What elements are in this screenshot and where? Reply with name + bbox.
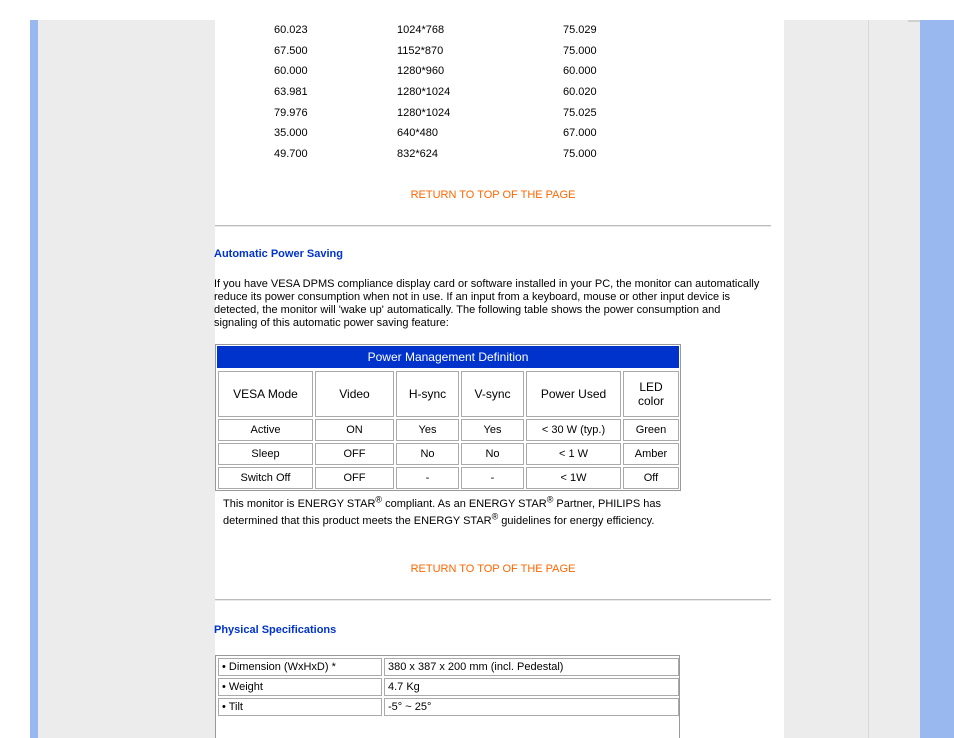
right-frame-bar bbox=[920, 20, 954, 738]
table-cell: OFF bbox=[315, 443, 394, 465]
right-margin-panel-2 bbox=[868, 20, 921, 738]
table-cell: Active bbox=[218, 419, 313, 441]
section-heading-physical: Physical Specifications bbox=[214, 624, 337, 636]
table-cell: Switch Off bbox=[218, 467, 313, 489]
left-margin-panel bbox=[38, 20, 215, 738]
table-cell: < 1 W bbox=[526, 443, 621, 465]
spec-value: 380 x 387 x 200 mm (incl. Pedestal) bbox=[384, 658, 679, 676]
resolution: 1024*768 bbox=[397, 24, 445, 36]
power-saving-paragraph: If you have VESA DPMS compliance display card or software installed in your PC, the monitor can automatically reduce its power consumption when not in use. If an input from a keyboard, mouse or other input device is detected, the monitor will 'wake up' automatically. The following table shows the power consumption and signaling of this automatic power saving feature: bbox=[214, 278, 760, 329]
h-freq: 60.000 bbox=[274, 65, 308, 78]
document-content bbox=[215, 0, 784, 738]
timing-table bbox=[215, 20, 784, 165]
table-row bbox=[215, 144, 784, 165]
left-frame-bar bbox=[30, 20, 38, 738]
header-cell: LED color bbox=[623, 371, 679, 417]
spec-label: • Tilt bbox=[218, 698, 382, 716]
table-row bbox=[215, 82, 784, 103]
table-row bbox=[215, 61, 784, 82]
table-cell: No bbox=[461, 443, 524, 465]
physical-specs-table bbox=[215, 655, 680, 738]
table-cell: ON bbox=[315, 419, 394, 441]
table-cell: < 1W bbox=[526, 467, 621, 489]
resolution: 1280*1024 bbox=[397, 86, 451, 99]
energy-text: Partner, PHILIPS has determined that this product meets the ENERGY STAR bbox=[223, 498, 661, 527]
table-cell: Off bbox=[623, 467, 679, 489]
energy-text: compliant. As an ENERGY STAR bbox=[382, 498, 547, 510]
header-cell: H-sync bbox=[396, 371, 459, 417]
resolution: 1152*870 bbox=[397, 44, 444, 57]
table-cell: - bbox=[396, 467, 459, 489]
divider bbox=[215, 225, 771, 227]
energy-star-statement bbox=[223, 496, 683, 530]
header-cell: Video bbox=[315, 371, 394, 417]
power-management-table bbox=[215, 344, 681, 491]
registered-mark: ® bbox=[375, 494, 383, 505]
resolution: 1280*1024 bbox=[397, 106, 451, 119]
v-freq: 75.025 bbox=[563, 106, 597, 119]
v-freq: 60.020 bbox=[563, 86, 597, 99]
table-row bbox=[215, 123, 784, 144]
table-cell: Yes bbox=[396, 419, 459, 441]
table-row bbox=[215, 41, 784, 62]
spec-value: -5° ~ 25° bbox=[384, 698, 679, 716]
energy-text: This monitor is ENERGY STAR bbox=[223, 498, 376, 510]
v-freq: 75.000 bbox=[563, 148, 597, 161]
v-freq: 60.000 bbox=[563, 65, 597, 78]
return-to-top-link[interactable]: RETURN TO TOP OF THE PAGE bbox=[410, 563, 576, 575]
table-cell: Yes bbox=[461, 419, 524, 441]
spec-label: • Weight bbox=[218, 678, 382, 696]
energy-text: guidelines for energy efficiency. bbox=[498, 515, 655, 527]
resolution: 1280*960 bbox=[397, 65, 445, 78]
right-margin-panel bbox=[784, 20, 868, 738]
h-freq: 35.000 bbox=[274, 127, 308, 140]
v-freq: 75.029 bbox=[563, 24, 597, 36]
table-cell: OFF bbox=[315, 467, 394, 489]
section-heading-power-saving: Automatic Power Saving bbox=[214, 248, 343, 260]
h-freq: 60.023 bbox=[274, 24, 308, 36]
table-cell: - bbox=[461, 467, 524, 489]
table-cell: Green bbox=[623, 419, 679, 441]
table-cell: Sleep bbox=[218, 443, 313, 465]
h-freq: 67.500 bbox=[274, 44, 308, 57]
spec-value: 4.7 Kg bbox=[384, 678, 679, 696]
header-cell: V-sync bbox=[461, 371, 524, 417]
table-cell: No bbox=[396, 443, 459, 465]
table-cell: < 30 W (typ.) bbox=[526, 419, 621, 441]
divider bbox=[215, 599, 771, 601]
spec-label: • Dimension (WxHxD) * bbox=[218, 658, 382, 676]
table-row bbox=[215, 20, 784, 41]
return-to-top-link[interactable]: RETURN TO TOP OF THE PAGE bbox=[410, 189, 576, 201]
header-cell: VESA Mode bbox=[218, 371, 313, 417]
h-freq: 79.976 bbox=[274, 106, 308, 119]
table-row bbox=[215, 103, 784, 124]
right-top-line bbox=[908, 20, 920, 22]
resolution: 640*480 bbox=[397, 127, 438, 140]
h-freq: 63.981 bbox=[274, 86, 308, 99]
v-freq: 67.000 bbox=[563, 127, 597, 140]
v-freq: 75.000 bbox=[563, 44, 597, 57]
header-cell: Power Used bbox=[526, 371, 621, 417]
power-table-title: Power Management Definition bbox=[217, 346, 679, 368]
registered-mark: ® bbox=[491, 511, 499, 522]
h-freq: 49.700 bbox=[274, 148, 308, 161]
table-cell: Amber bbox=[623, 443, 679, 465]
resolution: 832*624 bbox=[397, 148, 438, 161]
registered-mark: ® bbox=[546, 494, 554, 505]
